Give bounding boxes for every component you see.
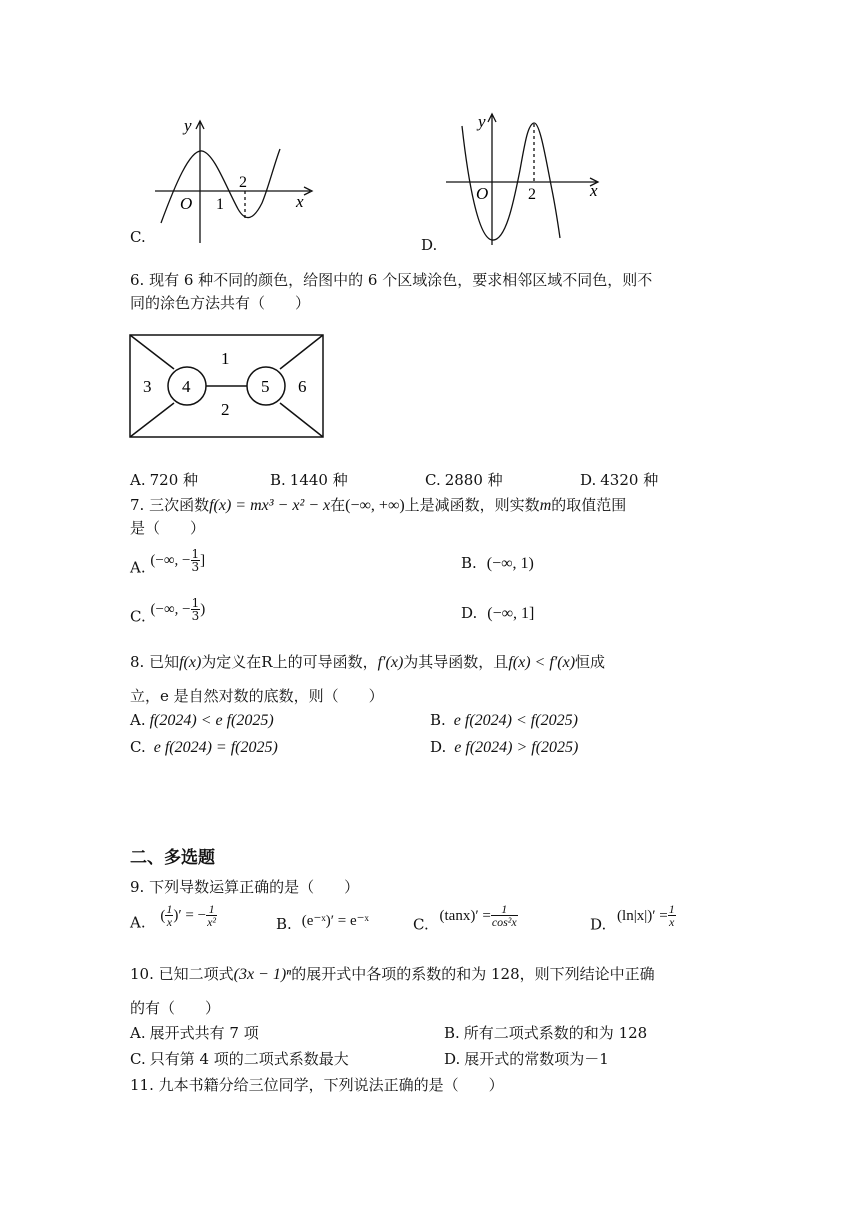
option-text: ) <box>200 601 206 618</box>
fraction-denominator: 3 <box>191 609 200 623</box>
fraction-numerator: 1 <box>491 903 518 916</box>
option-letter: D. <box>444 1050 461 1068</box>
q7-prefix: 7. 三次函数 <box>130 496 210 514</box>
q8-stem-line2: 立，e 是自然对数的底数，则（ ） <box>130 687 384 705</box>
option-letter: A. <box>130 558 146 577</box>
fraction-denominator: x² <box>207 915 217 929</box>
region-diagram <box>129 334 325 440</box>
q6-stem-line1: 6. 现有 6 种不同的颜色，给图中的 6 个区域涂色，要求相邻区域不同色，则不 <box>130 271 653 289</box>
q9-option-d[interactable] <box>590 903 676 936</box>
fraction-numerator: 1 <box>206 903 217 916</box>
option-text: 所有二项式系数的和为 128 <box>463 1024 648 1042</box>
option-letter: D. <box>461 604 478 622</box>
option-text: 展开式的常数项为－1 <box>464 1050 609 1068</box>
q7-mid: 在 <box>330 496 346 514</box>
option-text: 4320 种 <box>600 471 659 489</box>
q7-stem-line1 <box>130 494 626 517</box>
region-5: 5 <box>261 377 270 396</box>
q7-suffix: 上是减函数，则实数 <box>404 496 540 514</box>
q9-stem: 9. 下列导数运算正确的是（ ） <box>130 878 360 896</box>
q10-option-c[interactable] <box>130 1048 349 1070</box>
option-c-label: C. <box>130 228 146 246</box>
graph-d-y-label: y <box>478 112 486 131</box>
q9-option-a[interactable] <box>130 903 217 934</box>
option-letter: A. <box>130 1024 146 1042</box>
option-text: 展开式共有 7 项 <box>149 1024 259 1042</box>
option-d-label: D. <box>421 236 438 254</box>
region-2: 2 <box>221 400 230 419</box>
q7-option-a[interactable] <box>130 548 205 579</box>
fraction-denominator: cos²x <box>491 915 517 929</box>
q7-option-c[interactable] <box>130 597 205 628</box>
q8-fpx: f′(x) <box>377 654 404 671</box>
option-letter: B. <box>461 554 477 572</box>
q7-function: f(x) = mx³ − x² − x <box>209 497 331 514</box>
q7-interval: (−∞, +∞) <box>345 497 405 514</box>
q10-suffix: 的展开式中各项的系数的和为 128，则下列结论中正确 <box>291 965 655 983</box>
graph-d-origin: O <box>476 184 489 203</box>
q10-option-a[interactable] <box>130 1022 259 1044</box>
option-text: )′ = − <box>173 907 207 924</box>
option-text: e f(2024) > f(2025) <box>454 739 579 756</box>
option-text: (−∞, − <box>150 552 191 569</box>
option-text: 只有第 4 项的二项式系数最大 <box>149 1050 349 1068</box>
option-letter: C. <box>130 1050 146 1068</box>
region-1: 1 <box>221 349 230 368</box>
graph-c <box>150 115 320 250</box>
q8-stem-line1 <box>130 651 605 674</box>
fraction-denominator: x <box>669 915 675 929</box>
fraction-numerator: 1 <box>191 596 200 610</box>
option-letter: A. <box>130 471 146 489</box>
q7-option-d[interactable] <box>461 602 534 625</box>
option-text: (ln|x|)′ = <box>617 907 668 924</box>
section-heading: 二、多选题 <box>130 848 215 868</box>
option-text: (−∞, 1) <box>486 555 534 572</box>
fraction-denominator: x <box>166 915 173 929</box>
q11-stem: 11. 九本书籍分给三位同学，下列说法正确的是（ ） <box>130 1076 504 1094</box>
option-text: (e⁻ˣ)′ = e⁻ˣ <box>301 913 369 929</box>
option-letter: D. <box>580 471 597 489</box>
option-letter: C. <box>425 471 441 489</box>
q10-stem-line1 <box>130 963 655 986</box>
q6-stem-line2: 同的涂色方法共有（ ） <box>130 294 311 312</box>
q8-ineq: f(x) < f′(x) <box>508 654 576 671</box>
option-letter: C. <box>130 607 146 626</box>
q8-fx: f(x) <box>179 654 202 671</box>
q10-option-d[interactable] <box>444 1048 609 1070</box>
option-letter: B. <box>276 915 292 933</box>
fraction-numerator: 1 <box>166 902 173 916</box>
option-text: ] <box>200 552 206 569</box>
option-text: (−∞, − <box>150 601 191 618</box>
fraction-denominator: 3 <box>191 560 200 574</box>
graph-c-y-label: y <box>184 116 192 135</box>
option-letter: A. <box>130 913 146 932</box>
region-6: 6 <box>298 377 307 396</box>
q8-option-c[interactable] <box>130 736 278 759</box>
q8-mid2: 为其导函数，且 <box>403 653 509 671</box>
option-letter: B. <box>270 471 286 489</box>
graph-c-tick-2: 2 <box>239 174 247 191</box>
q10-option-b[interactable] <box>444 1022 647 1044</box>
option-text: 2880 种 <box>444 471 503 489</box>
q8-option-d[interactable] <box>430 736 578 759</box>
q6-option-a[interactable] <box>130 469 198 491</box>
q8-suffix: 恒成 <box>575 653 606 671</box>
graph-c-x-label: x <box>296 192 304 211</box>
q7-suffix2: 的取值范围 <box>551 496 627 514</box>
graph-c-origin: O <box>180 194 193 213</box>
fraction-numerator: 1 <box>668 902 675 916</box>
region-3: 3 <box>143 377 152 396</box>
option-letter: C. <box>130 738 146 756</box>
option-letter: B. <box>444 1024 460 1042</box>
option-text: 720 种 <box>149 471 199 489</box>
q10-stem-line2: 的有（ ） <box>130 999 221 1017</box>
graph-d-x-label: x <box>590 181 598 200</box>
q6-option-d[interactable] <box>580 469 658 491</box>
q8-prefix: 8. 已知 <box>130 653 180 671</box>
option-letter: A. <box>130 711 146 729</box>
region-4: 4 <box>182 377 191 396</box>
graph-c-tick-1: 1 <box>216 196 224 213</box>
option-text: f(2024) < e f(2025) <box>149 712 274 729</box>
option-text: e f(2024) < f(2025) <box>453 712 578 729</box>
q9-option-b[interactable] <box>276 910 369 935</box>
q8-option-a[interactable] <box>130 709 274 732</box>
q8-option-b[interactable] <box>430 709 578 732</box>
q8-mid1: 为定义在R上的可导函数， <box>201 653 378 671</box>
option-text: 1440 种 <box>289 471 348 489</box>
q6-option-b[interactable] <box>270 469 348 491</box>
q10-expr: (3x − 1)ⁿ <box>233 966 292 983</box>
q9-option-c[interactable] <box>413 903 518 936</box>
option-text: e f(2024) = f(2025) <box>153 739 278 756</box>
option-letter: B. <box>430 711 446 729</box>
fraction-numerator: 1 <box>191 547 200 561</box>
option-text: (−∞, 1] <box>487 605 535 622</box>
option-letter: C. <box>413 915 429 934</box>
q7-option-b[interactable] <box>461 552 534 575</box>
paren: ( <box>160 907 166 924</box>
option-letter: D. <box>430 738 447 756</box>
graph-d-tick-2: 2 <box>528 186 536 203</box>
option-text: (tanx)′ = <box>439 907 491 924</box>
q7-var: m <box>539 497 552 514</box>
q7-stem-line2: 是（ ） <box>130 519 206 537</box>
graph-d <box>440 110 610 250</box>
q10-prefix: 10. 已知二项式 <box>130 965 234 983</box>
option-letter: D. <box>590 915 607 934</box>
q6-option-c[interactable] <box>425 469 503 491</box>
